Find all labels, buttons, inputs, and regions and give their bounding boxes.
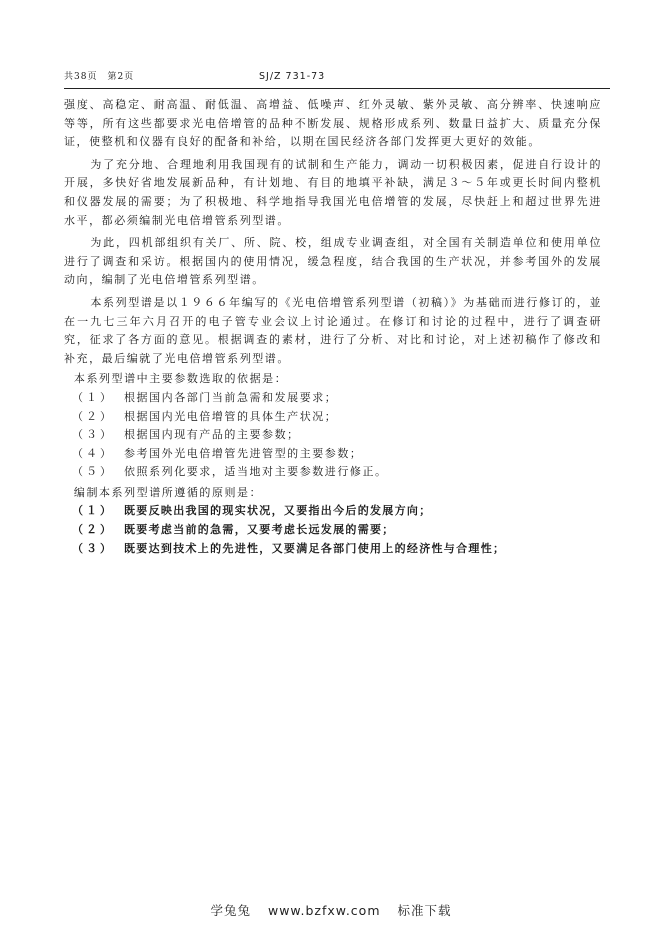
page-count-label: 共38页 第2页 (64, 72, 135, 82)
site-tagline: 标准下载 (397, 903, 452, 918)
site-name: 学兔兔 (210, 903, 251, 918)
list-item: （３） 既要达到技术上的先进性，又要满足各部门使用上的经济性与合理性； (72, 541, 506, 555)
document-body (64, 96, 602, 558)
basis-list (64, 389, 602, 482)
basis-heading: 本系列型谱中主要参数选取的依据是： (73, 372, 288, 386)
principles-list (64, 502, 602, 558)
list-item: （１） 既要反映出我国的现实状况，又要指出今后的发展方向； (72, 504, 432, 518)
paragraph-survey: 为此，四机部组织有关厂、所、院、校，组成专业调查组，对全国有关制造单位和使用单位进行了调查和采访。根据国内的使用情况，缓急程度，结合我国的生产状况，并参考国外的发展动向，编制了光电倍增管系列型谱。 (64, 236, 602, 287)
header-rule (64, 88, 610, 89)
list-item: （２） 既要考虑当前的急需，又要考虑长远发展的需要； (72, 523, 395, 537)
standard-number: SJ/Z 731-73 (259, 71, 326, 82)
paragraph-purpose: 为了充分地、合理地利用我国现有的试制和生产能力，调动一切积极因素，促进自行设计的开展，多快好省地发展新品种，有计划地、有目的地填平补缺，满足３～５年或更长时间内整机和仪器发展的需要；为了积极地、科学地指导我国光电倍增管的发展，尽快赶上和超过世界先进水平，都必须编制光电倍增管系列型谱。 (64, 157, 602, 227)
principles-heading: 编制本系列型谱所遵循的原则是： (73, 485, 263, 499)
list-item: （４） 参考国外光电倍增管先进管型的主要参数； (72, 446, 363, 460)
list-item: （２） 根据国内光电倍增管的具体生产状况； (72, 409, 338, 423)
paragraph-revision: 本系列型谱是以１９６６年编写的《光电倍增管系列型谱（初稿）》为基础而进行修订的，並在一九七三年六月召开的电子管专业会议上讨论通过。在修订和讨论的过程中，进行了调查研究，征求了各方面的意见。根据调查的素材，进行了分析、对比和讨论，对上述初稿作了修改和补充，最后编就了光电倍增管系列型谱。 (64, 295, 602, 365)
page-header (64, 70, 610, 84)
list-item: （５） 依照系列化要求，适当地对主要参数进行修正。 (72, 465, 388, 479)
site-url[interactable]: www.bzfxw.com (267, 903, 381, 918)
watermark-footer (0, 901, 662, 919)
list-item: （３） 根据国内现有产品的主要参数； (72, 428, 300, 442)
paragraph-continued: 强度、高稳定、耐高温、耐低温、高增益、低噪声、红外灵敏、紫外灵敏、高分辨率、快速响应等等，所有这些都要求光电倍增管的品种不断发展、规格形成系列、数量日益扩大、质量充分保证，使整机和仪器有良好的配备和补给，以期在国民经济各部门发挥更大更好的效能。 (64, 98, 602, 149)
list-item: （１） 根据国内各部门当前急需和发展要求； (72, 390, 338, 404)
